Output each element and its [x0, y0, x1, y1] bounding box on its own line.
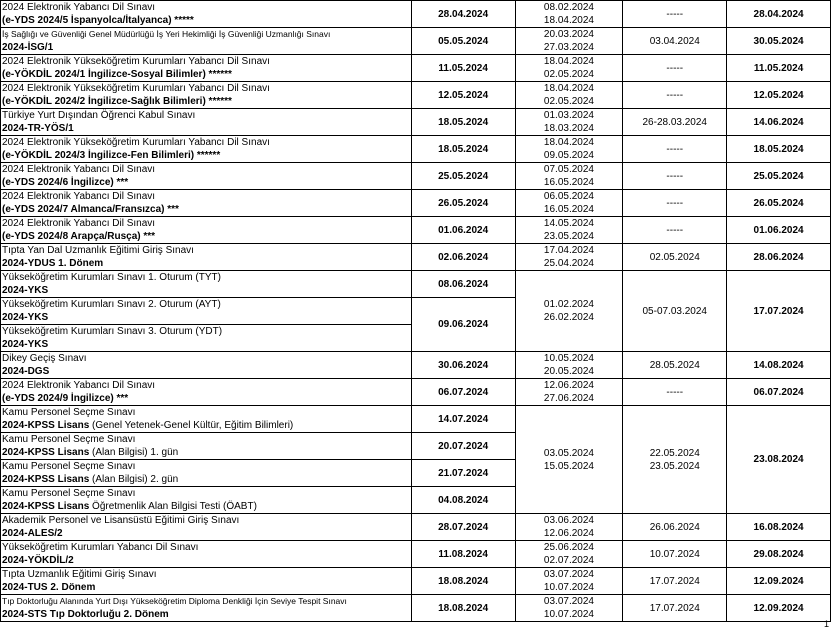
exam-title: Kamu Personel Seçme Sınavı: [2, 461, 136, 472]
exam-title: Yükseköğretim Kurumları Sınavı 3. Oturum (YDT): [2, 326, 223, 337]
exam-code: 2024-ALES/2: [2, 528, 63, 539]
exam-name-cell: [1, 217, 412, 244]
exam-code: 2024-DGS: [2, 366, 50, 377]
exam-date: 09.06.2024: [411, 298, 515, 352]
result-date: 26.05.2024: [727, 190, 831, 217]
result-date: 12.09.2024: [727, 568, 831, 595]
exam-date: 06.07.2024: [411, 379, 515, 406]
late-application-date: -----: [623, 55, 727, 82]
exam-code: (e-YÖKDİL 2024/2 İngilizce-Sağlık Bilimleri) ******: [2, 96, 232, 107]
exam-row: [1, 163, 831, 190]
exam-date: 26.05.2024: [411, 190, 515, 217]
application-dates: [515, 271, 623, 352]
result-date: 16.08.2024: [727, 514, 831, 541]
date-end: 25.04.2024: [543, 258, 594, 269]
result-date: 14.08.2024: [727, 352, 831, 379]
exam-code: (e-YDS 2024/7 Almanca/Fransızca) ***: [2, 204, 179, 215]
exam-row: [1, 55, 831, 82]
exam-title: 2024 Elektronik Yabancı Dil Sınavı: [2, 380, 156, 391]
exam-code: 2024-TR-YÖS/1: [2, 123, 74, 134]
exam-name-cell: [1, 568, 412, 595]
exam-title: Akademik Personel ve Lisansüstü Eğitimi Giriş Sınavı: [2, 515, 240, 526]
exam-code: 2024-YÖKDİL/2: [2, 555, 74, 566]
exam-code: 2024-YKS: [2, 285, 49, 296]
exam-code: 2024-TUS 2. Dönem: [2, 582, 96, 593]
exam-title: Tıp Doktorluğu Alanında Yurt Dışı Yükseköğretim Diploma Denkliği İçin Seviye Tespit Sınavı: [2, 596, 347, 606]
exam-name-cell: [1, 514, 412, 541]
exam-name-cell: [1, 460, 412, 487]
exam-row: [1, 244, 831, 271]
exam-code-line: [2, 446, 411, 459]
application-dates: [515, 55, 623, 82]
date-start: 03.05.2024: [543, 447, 594, 459]
exam-code-line: [2, 500, 411, 513]
date-start: 01.02.2024: [543, 299, 594, 310]
late-application-date: 03.04.2024: [623, 28, 727, 55]
late-application-date: -----: [623, 136, 727, 163]
late-application-date: 26.06.2024: [623, 514, 727, 541]
date-end: 18.03.2024: [543, 123, 594, 134]
exam-title: Yükseköğretim Kurumları Sınavı 1. Oturum (TYT): [2, 272, 221, 283]
date-start: 22.05.2024: [649, 447, 700, 459]
result-date: 18.05.2024: [727, 136, 831, 163]
exam-date: 28.04.2024: [411, 1, 515, 28]
result-date: 12.05.2024: [727, 82, 831, 109]
date-start: 18.04.2024: [543, 137, 594, 148]
exam-name-cell: [1, 541, 412, 568]
exam-name-cell: [1, 433, 412, 460]
date-end: 10.07.2024: [543, 582, 594, 593]
date-end: 23.05.2024: [543, 231, 594, 242]
date-start: 18.04.2024: [543, 83, 594, 94]
application-dates: [515, 163, 623, 190]
application-dates: [515, 541, 623, 568]
exam-title: 2024 Elektronik Yabancı Dil Sınavı: [2, 164, 156, 175]
application-dates: [515, 82, 623, 109]
exam-name-cell: [1, 325, 412, 352]
late-application-date: 26-28.03.2024: [623, 109, 727, 136]
exam-title: Türkiye Yurt Dışından Öğrenci Kabul Sınavı: [2, 110, 196, 121]
exam-code-detail: Öğretmenlik Alan Bilgisi Testi (ÖABT): [89, 501, 257, 512]
application-dates: [515, 217, 623, 244]
exam-name-cell: [1, 55, 412, 82]
late-application-date: -----: [623, 379, 727, 406]
application-dates: [515, 244, 623, 271]
date-end: 12.06.2024: [543, 528, 594, 539]
exam-date: 28.07.2024: [411, 514, 515, 541]
date-end: 02.05.2024: [543, 96, 594, 107]
result-date: 29.08.2024: [727, 541, 831, 568]
exam-code: (e-YÖKDİL 2024/3 İngilizce-Fen Bilimleri) ******: [2, 150, 221, 161]
exam-title: 2024 Elektronik Yabancı Dil Sınavı: [2, 191, 156, 202]
late-application-date: 17.07.2024: [623, 595, 727, 622]
date-start: 03.06.2024: [543, 515, 594, 526]
exam-row: [1, 217, 831, 244]
exam-date: 05.05.2024: [411, 28, 515, 55]
exam-date: 12.05.2024: [411, 82, 515, 109]
exam-code: (e-YDS 2024/8 Arapça/Rusça) ***: [2, 231, 156, 242]
application-dates: [515, 568, 623, 595]
exam-code: 2024-KPSS Lisans: [2, 474, 90, 485]
late-application-date: -----: [623, 190, 727, 217]
result-date: 11.05.2024: [727, 55, 831, 82]
exam-row: [1, 595, 831, 622]
exam-row: [1, 379, 831, 406]
exam-name-cell: [1, 595, 412, 622]
result-date: 01.06.2024: [727, 217, 831, 244]
date-end: 18.04.2024: [543, 15, 594, 26]
date-start: 18.04.2024: [543, 56, 594, 67]
date-end: 27.03.2024: [543, 42, 594, 53]
exam-title: Dikey Geçiş Sınavı: [2, 353, 87, 364]
result-date: 06.07.2024: [727, 379, 831, 406]
date-end: 09.05.2024: [543, 150, 594, 161]
late-application-date: [623, 406, 727, 514]
exam-name-cell: [1, 379, 412, 406]
date-end: 16.05.2024: [543, 204, 594, 215]
exam-name-cell: [1, 28, 412, 55]
date-end: 26.02.2024: [543, 312, 594, 323]
late-application-date: -----: [623, 82, 727, 109]
exam-title: Yükseköğretim Kurumları Yabancı Dil Sınavı: [2, 542, 199, 553]
date-start: 03.07.2024: [543, 596, 594, 607]
late-application-date: 02.05.2024: [623, 244, 727, 271]
late-application-date: -----: [623, 163, 727, 190]
exam-title: 2024 Elektronik Yükseköğretim Kurumları Yabancı Dil Sınavı: [2, 137, 270, 148]
exam-row: [1, 190, 831, 217]
date-start: 12.06.2024: [543, 380, 594, 391]
application-dates: [515, 379, 623, 406]
exam-row: [1, 406, 831, 433]
exam-row: [1, 1, 831, 28]
date-start: 06.05.2024: [543, 191, 594, 202]
exam-date: 25.05.2024: [411, 163, 515, 190]
date-end: 20.05.2024: [543, 366, 594, 377]
exam-name-cell: [1, 163, 412, 190]
page-number: 1: [823, 619, 829, 629]
exam-date: 21.07.2024: [411, 460, 515, 487]
application-dates: [515, 352, 623, 379]
exam-row: [1, 136, 831, 163]
exam-row: [1, 541, 831, 568]
exam-title: Kamu Personel Seçme Sınavı: [2, 488, 136, 499]
exam-name-cell: [1, 1, 412, 28]
exam-date: 04.08.2024: [411, 487, 515, 514]
exam-code: 2024-YDUS 1. Dönem: [2, 258, 104, 269]
date-end: 02.05.2024: [543, 69, 594, 80]
date-start: 25.06.2024: [543, 542, 594, 553]
date-start: 10.05.2024: [543, 353, 594, 364]
date-start: 08.02.2024: [543, 2, 594, 13]
exam-name-cell: [1, 109, 412, 136]
date-start: 07.05.2024: [543, 164, 594, 175]
exam-name-cell: [1, 352, 412, 379]
late-application-date: -----: [623, 1, 727, 28]
date-end: 16.05.2024: [543, 177, 594, 188]
exam-code-line: [2, 473, 411, 486]
application-dates: [515, 595, 623, 622]
application-dates: [515, 514, 623, 541]
date-start: 03.07.2024: [543, 569, 594, 580]
exam-date: 11.05.2024: [411, 55, 515, 82]
exam-code: (e-YDS 2024/9 İngilizce) ***: [2, 393, 129, 404]
exam-title: Tıpta Uzmanlık Eğitimi Giriş Sınavı: [2, 569, 157, 580]
exam-title: Yükseköğretim Kurumları Sınavı 2. Oturum (AYT): [2, 299, 221, 310]
date-start: 14.05.2024: [543, 218, 594, 229]
exam-name-cell: [1, 244, 412, 271]
late-application-date: 05-07.03.2024: [623, 271, 727, 352]
exam-title: 2024 Elektronik Yükseköğretim Kurumları Yabancı Dil Sınavı: [2, 83, 270, 94]
exam-row: [1, 271, 831, 298]
date-start: 20.03.2024: [543, 29, 594, 40]
exam-date: 20.07.2024: [411, 433, 515, 460]
late-application-date: 28.05.2024: [623, 352, 727, 379]
late-application-date: 10.07.2024: [623, 541, 727, 568]
exam-code: 2024-YKS: [2, 339, 49, 350]
date-end: 27.06.2024: [543, 393, 594, 404]
exam-title: Kamu Personel Seçme Sınavı: [2, 434, 136, 445]
application-dates: [515, 109, 623, 136]
exam-code: (e-YÖKDİL 2024/1 İngilizce-Sosyal Bilimler) ******: [2, 69, 232, 80]
exam-name-cell: [1, 271, 412, 298]
exam-name-cell: [1, 487, 412, 514]
result-date: 14.06.2024: [727, 109, 831, 136]
result-date: 25.05.2024: [727, 163, 831, 190]
exam-title: 2024 Elektronik Yükseköğretim Kurumları Yabancı Dil Sınavı: [2, 56, 270, 67]
result-date: 28.06.2024: [727, 244, 831, 271]
exam-code: 2024-YKS: [2, 312, 49, 323]
exam-row: [1, 28, 831, 55]
late-application-date: -----: [623, 217, 727, 244]
exam-row: [1, 514, 831, 541]
exam-date: 18.08.2024: [411, 595, 515, 622]
exam-code: 2024-STS Tıp Doktorluğu 2. Dönem: [2, 609, 169, 620]
exam-name-cell: [1, 190, 412, 217]
exam-code-line: [2, 419, 411, 432]
date-end: 02.07.2024: [543, 555, 594, 566]
result-date: 17.07.2024: [727, 271, 831, 352]
application-dates: [515, 136, 623, 163]
exam-title: Kamu Personel Seçme Sınavı: [2, 407, 136, 418]
exam-title: 2024 Elektronik Yabancı Dil Sınavı: [2, 218, 156, 229]
exam-name-cell: [1, 82, 412, 109]
exam-code: (e-YDS 2024/6 İngilizce) ***: [2, 177, 129, 188]
exam-name-cell: [1, 298, 412, 325]
application-dates: [515, 1, 623, 28]
exam-code: (e-YDS 2024/5 İspanyolca/İtalyanca) *****: [2, 15, 194, 26]
exam-date: 18.08.2024: [411, 568, 515, 595]
result-date: 30.05.2024: [727, 28, 831, 55]
exam-name-cell: [1, 406, 412, 433]
date-start: 17.04.2024: [543, 245, 594, 256]
date-end: 10.07.2024: [543, 609, 594, 620]
exam-date: 08.06.2024: [411, 271, 515, 298]
exam-date: 18.05.2024: [411, 136, 515, 163]
date-start: 01.03.2024: [543, 110, 594, 121]
exam-name-cell: [1, 136, 412, 163]
exam-title: 2024 Elektronik Yabancı Dil Sınavı: [2, 2, 156, 13]
application-dates: [515, 190, 623, 217]
exam-code: 2024-İSG/1: [2, 42, 54, 53]
exam-title: İş Sağlığı ve Güvenliği Genel Müdürlüğü İş Yeri Hekimliği İş Güvenliği Uzmanlığı Sınavı: [2, 29, 331, 39]
exam-code-detail: (Alan Bilgisi) 2. gün: [89, 474, 179, 485]
exam-code: 2024-KPSS Lisans: [2, 420, 90, 431]
exam-date: 18.05.2024: [411, 109, 515, 136]
exam-code-detail: (Genel Yetenek-Genel Kültür, Eğitim Bilimleri): [89, 420, 294, 431]
exam-row: [1, 352, 831, 379]
result-date: 12.09.2024: [727, 595, 831, 622]
late-application-date: 17.07.2024: [623, 568, 727, 595]
exam-date: 14.07.2024: [411, 406, 515, 433]
exam-code-detail: (Alan Bilgisi) 1. gün: [89, 447, 179, 458]
exam-title: Tıpta Yan Dal Uzmanlık Eğitimi Giriş Sınavı: [2, 245, 194, 256]
exam-date: 30.06.2024: [411, 352, 515, 379]
result-date: 28.04.2024: [727, 1, 831, 28]
exam-code: 2024-KPSS Lisans: [2, 501, 90, 512]
application-dates: [515, 406, 623, 514]
date-end: 15.05.2024: [543, 460, 594, 472]
exam-date: 11.08.2024: [411, 541, 515, 568]
exam-code: 2024-KPSS Lisans: [2, 447, 90, 458]
result-date: 23.08.2024: [727, 406, 831, 514]
date-end: 23.05.2024: [649, 460, 700, 472]
exam-date: 01.06.2024: [411, 217, 515, 244]
application-dates: [515, 28, 623, 55]
exam-row: [1, 109, 831, 136]
exam-date: 02.06.2024: [411, 244, 515, 271]
exam-row: [1, 568, 831, 595]
exam-row: [1, 82, 831, 109]
